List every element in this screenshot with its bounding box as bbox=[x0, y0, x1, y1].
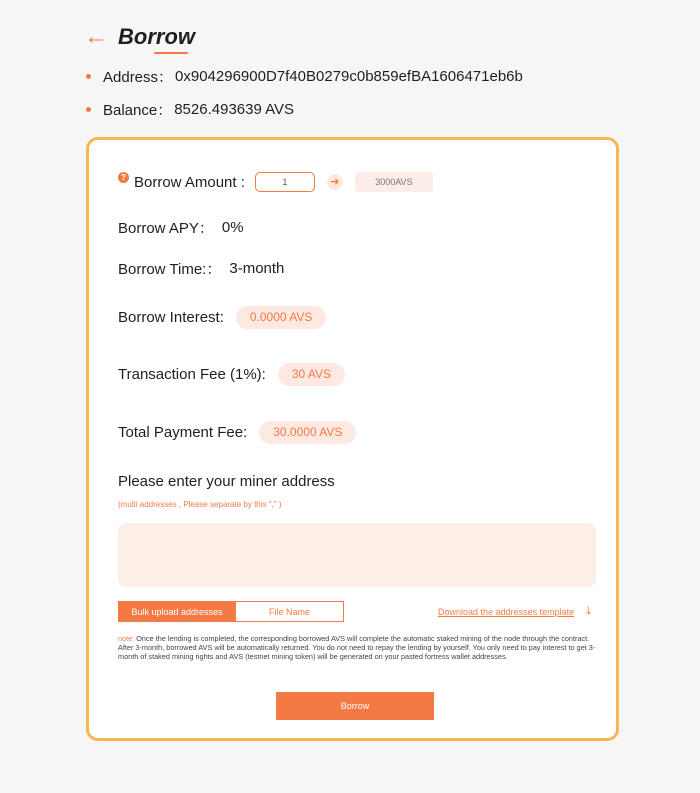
borrow-amount-input[interactable] bbox=[255, 172, 315, 192]
download-template-link[interactable] bbox=[438, 605, 591, 618]
note-text bbox=[118, 634, 596, 661]
borrow-apy-label: Borrow APY： bbox=[118, 220, 214, 237]
address-label: Address： bbox=[103, 69, 174, 86]
total-payment-row bbox=[118, 421, 356, 444]
borrow-interest-value: 0.0000 AVS bbox=[236, 306, 327, 329]
borrow-amount-row bbox=[118, 172, 433, 192]
borrow-time-label: Borrow Time:： bbox=[118, 261, 222, 278]
bullet-dot bbox=[86, 74, 91, 79]
miner-address-heading: Please enter your miner address bbox=[118, 473, 335, 490]
title-underline bbox=[154, 52, 188, 54]
miner-address-input[interactable] bbox=[118, 523, 596, 587]
transaction-fee-value: 30 AVS bbox=[278, 363, 345, 386]
upload-group bbox=[118, 601, 344, 622]
download-template-label[interactable]: Download the addresses template bbox=[438, 606, 575, 617]
balance-value: 8526.493639 AVS bbox=[174, 101, 295, 118]
borrow-apy-row bbox=[118, 217, 244, 238]
borrow-interest-label: Borrow Interest: bbox=[118, 309, 224, 326]
transaction-fee-label: Transaction Fee (1%): bbox=[118, 366, 266, 383]
balance-label: Balance： bbox=[103, 102, 173, 119]
total-payment-value: 30.0000 AVS bbox=[259, 421, 356, 444]
borrow-button[interactable]: Borrow bbox=[276, 692, 434, 720]
transaction-fee-row bbox=[118, 363, 345, 386]
arrow-left-icon[interactable]: ← bbox=[84, 23, 108, 50]
page-header bbox=[84, 24, 195, 50]
miner-address-hint: (multi addresses , Please separate by this "," ) bbox=[118, 500, 282, 509]
borrow-amount-result: 3000AVS bbox=[355, 172, 433, 192]
download-icon[interactable]: ⤓ bbox=[586, 605, 591, 617]
borrow-time-row bbox=[118, 258, 284, 279]
address-value: 0x904296900D7f40B0279c0b859efBA1606471eb6b bbox=[175, 68, 523, 85]
address-line bbox=[86, 66, 523, 87]
bullet-dot bbox=[86, 107, 91, 112]
note-body: Once the lending is completed, the corresponding borrowed AVS will complete the automatic staked mining of the node through the contract. After 3-month, borrowed AVS will be automatically returned. You do not need to repay the lending by yourself. You only need to pay interest to get 3-month of staked mining rights and AVS (testnet mining token) will be generated on your pasted fortress wallet addresses. bbox=[118, 634, 596, 661]
file-name-field[interactable]: File Name bbox=[236, 601, 344, 622]
arrow-right-icon: ➜ bbox=[327, 174, 343, 190]
note-label: note: bbox=[118, 634, 135, 643]
question-icon[interactable]: ? bbox=[118, 172, 129, 183]
page-title: Borrow bbox=[118, 24, 195, 50]
total-payment-label: Total Payment Fee: bbox=[118, 424, 248, 441]
borrow-apy-value: 0% bbox=[221, 219, 244, 236]
borrow-interest-row bbox=[118, 306, 326, 329]
borrow-time-value: 3-month bbox=[229, 260, 285, 277]
bulk-upload-button[interactable]: Bulk upload addresses bbox=[118, 601, 236, 622]
borrow-amount-label: Borrow Amount : bbox=[134, 173, 245, 191]
balance-line bbox=[86, 99, 294, 120]
borrow-card bbox=[86, 137, 619, 741]
